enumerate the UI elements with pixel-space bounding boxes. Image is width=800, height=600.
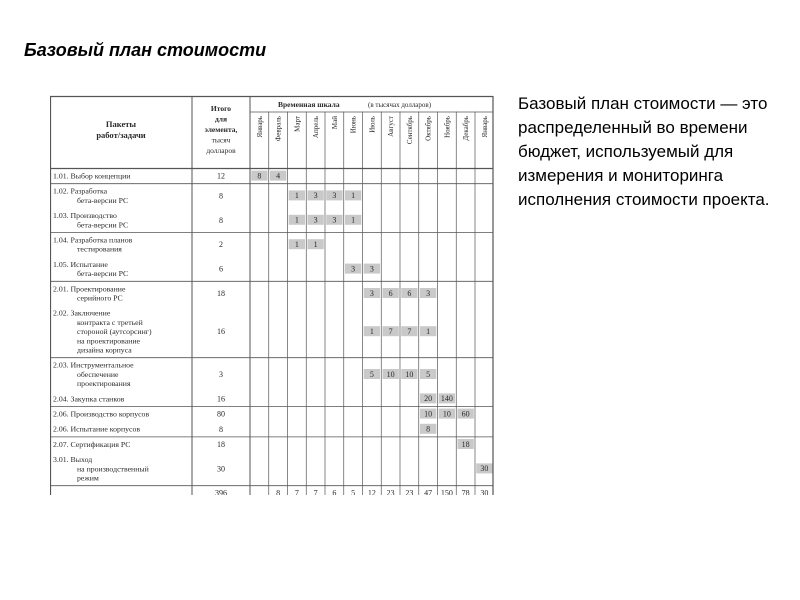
month-total: 12 xyxy=(367,488,376,495)
header-total-3: тысяч xyxy=(211,135,231,145)
month-label: Январь xyxy=(255,116,264,138)
month-total: 47 xyxy=(424,488,433,495)
month-label: Октябрь xyxy=(424,116,433,141)
budget-value: 6 xyxy=(407,288,412,298)
budget-value: 1 xyxy=(294,215,299,225)
month-total: 30 xyxy=(480,488,489,495)
budget-value: 1 xyxy=(351,191,356,201)
task-label: 1.02. Разработка xyxy=(53,186,108,196)
month-label: Сентябрь xyxy=(405,116,414,145)
month-total: 150 xyxy=(440,488,453,495)
budget-value: 7 xyxy=(388,327,393,336)
task-label: на проектирование xyxy=(77,336,141,346)
header-timeline: Временная шкала xyxy=(278,100,340,109)
task-label: бета-версии PC xyxy=(77,269,129,279)
task-total: 16 xyxy=(217,327,225,337)
month-label: Август xyxy=(387,116,396,137)
month-label: Февраль xyxy=(274,116,283,142)
budget-value: 3 xyxy=(351,264,356,274)
budget-value: 3 xyxy=(313,191,318,201)
budget-value: 1 xyxy=(294,191,299,201)
task-label: тестирования xyxy=(77,244,122,254)
task-total: 6 xyxy=(219,264,223,274)
task-total: 18 xyxy=(217,289,225,298)
cost-baseline-table xyxy=(50,87,495,495)
header-total-4: долларов xyxy=(206,146,236,155)
task-label: бета-версии PC xyxy=(77,220,129,230)
budget-value: 1 xyxy=(351,215,356,225)
task-total: 8 xyxy=(219,215,223,225)
task-label: 2.01. Проектирование xyxy=(53,284,126,294)
month-total: 7 xyxy=(294,488,299,495)
budget-value: 3 xyxy=(313,215,318,225)
header-total-0: Итого xyxy=(210,104,232,113)
budget-value: 1 xyxy=(426,327,431,336)
month-label: Март xyxy=(293,116,302,132)
task-total: 2 xyxy=(219,240,223,250)
month-total: 8 xyxy=(276,488,281,495)
task-label: 2.07. Сертификация PC xyxy=(53,439,131,449)
task-label: 1.01. Выбор концепции xyxy=(53,171,131,181)
task-total: 3 xyxy=(219,370,223,379)
task-label: 1.03. Производство xyxy=(53,211,117,221)
slide-title: Базовый план стоимости xyxy=(24,40,267,60)
month-total: 78 xyxy=(461,488,470,495)
budget-value: 3 xyxy=(369,288,374,298)
budget-value: 30 xyxy=(480,464,489,474)
task-total: 18 xyxy=(217,440,225,449)
header-total-1: для xyxy=(214,114,228,124)
header-tasks-1: Пакеты xyxy=(105,119,137,129)
month-total: 23 xyxy=(386,488,395,495)
task-label: 2.03. Инструментальное xyxy=(53,360,134,370)
budget-value: 60 xyxy=(461,409,470,419)
month-total: 5 xyxy=(351,488,356,495)
task-total: 8 xyxy=(219,191,223,201)
task-label: дизайна корпуса xyxy=(77,345,132,355)
month-label: Июнь xyxy=(349,116,358,134)
header-total-2: элемента, xyxy=(204,125,238,134)
budget-value: 1 xyxy=(294,240,299,249)
task-label: 3.01. Выход xyxy=(53,455,93,465)
task-label: серийного PC xyxy=(77,293,123,303)
month-label: Май xyxy=(330,116,339,130)
task-label: режим xyxy=(77,473,99,483)
grand-total: 396 xyxy=(215,488,227,495)
description: Базовый план стоимости — это распределенный во времени бюджет, используемый для измерения и мониторинга исполнения стоимости проекта. xyxy=(518,94,770,209)
task-label: 2.06. Испытание корпусов xyxy=(53,424,141,434)
budget-value: 3 xyxy=(332,215,337,225)
month-total: 7 xyxy=(313,488,318,495)
budget-value: 10 xyxy=(424,409,433,419)
budget-value: 18 xyxy=(461,439,470,449)
task-label: обеспечение xyxy=(77,369,119,379)
header-tasks-2: работ/задачи xyxy=(96,130,146,140)
budget-value: 1 xyxy=(313,240,318,249)
budget-value: 1 xyxy=(369,327,374,336)
month-label: Декабрь xyxy=(462,116,471,141)
task-label: на производственный xyxy=(77,464,149,474)
month-label: Апрель xyxy=(312,116,321,139)
budget-value: 6 xyxy=(388,288,393,298)
budget-value: 3 xyxy=(369,264,374,274)
task-label: проектирования xyxy=(77,379,131,389)
budget-value: 3 xyxy=(332,191,337,201)
task-label: 1.05. Испытание xyxy=(53,259,108,269)
month-label: Ноябрь xyxy=(443,116,452,138)
budget-value: 10 xyxy=(386,369,395,379)
month-total: 6 xyxy=(332,488,337,495)
budget-value: 5 xyxy=(426,369,431,379)
month-total: 23 xyxy=(405,488,414,495)
task-label: 2.04. Закупка станков xyxy=(53,394,125,404)
task-total: 30 xyxy=(217,464,225,474)
budget-value: 20 xyxy=(424,394,433,404)
task-label: стороной (аутсорсинг) xyxy=(77,327,152,337)
task-total: 80 xyxy=(217,409,225,419)
month-label: Январь xyxy=(480,116,489,138)
budget-value: 140 xyxy=(440,394,453,404)
task-total: 16 xyxy=(217,394,225,404)
task-label: 2.06. Производство корпусов xyxy=(53,409,150,419)
budget-value: 3 xyxy=(426,288,431,298)
month-label: Июль xyxy=(368,116,377,133)
budget-value: 8 xyxy=(426,424,431,434)
task-label: 2.02. Заключение xyxy=(53,308,111,318)
budget-value: 4 xyxy=(276,171,281,181)
budget-value: 7 xyxy=(407,327,412,336)
budget-value: 10 xyxy=(442,409,451,419)
description-text xyxy=(518,92,780,212)
budget-value: 5 xyxy=(369,369,374,379)
budget-value: 10 xyxy=(405,369,414,379)
task-label: бета-версии PC xyxy=(77,195,129,205)
task-label: контракта с третьей xyxy=(77,317,143,327)
budget-value: 8 xyxy=(257,171,262,181)
task-total: 12 xyxy=(217,171,225,181)
header-timeline-unit: (в тысячах долларов) xyxy=(368,101,432,109)
task-total: 8 xyxy=(219,424,223,434)
task-label: 1.04. Разработка планов xyxy=(53,235,133,245)
